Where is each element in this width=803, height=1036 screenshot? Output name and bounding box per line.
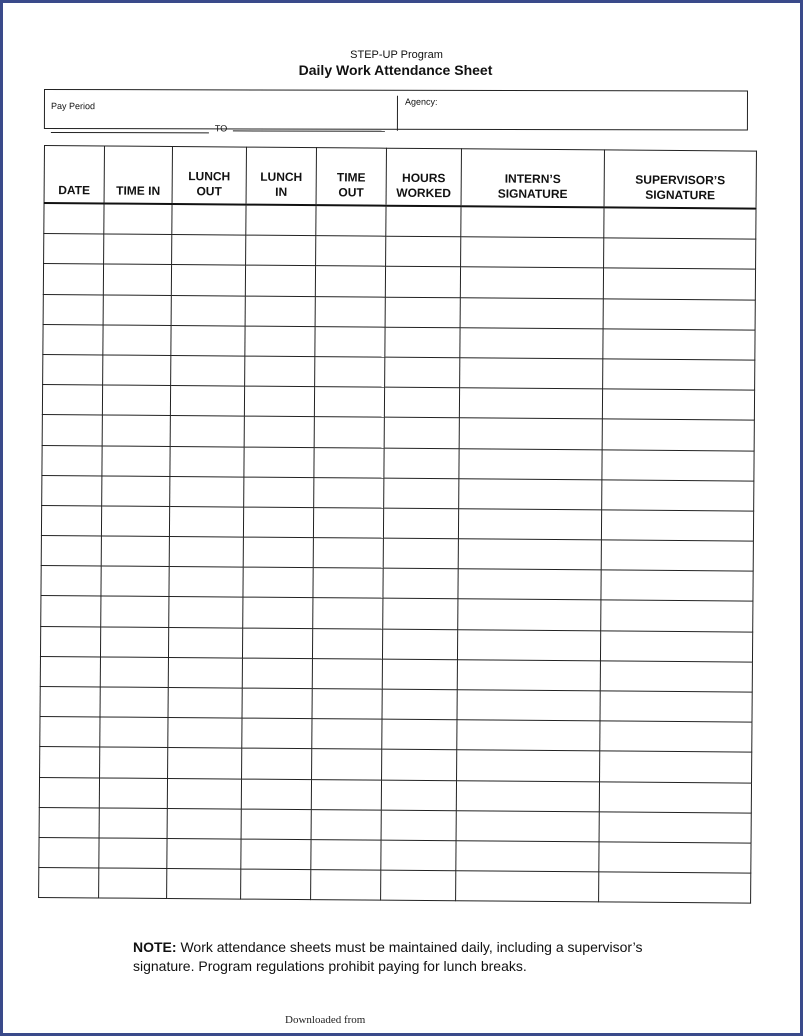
column-header: [604, 150, 756, 209]
column-header: [104, 146, 172, 204]
table-cell[interactable]: [39, 868, 99, 899]
table-cell[interactable]: [99, 838, 167, 869]
table-cell[interactable]: [101, 596, 169, 627]
table-cell[interactable]: [167, 808, 241, 839]
table-cell[interactable]: [103, 355, 171, 386]
table-cell[interactable]: [168, 627, 242, 658]
table-cell[interactable]: [456, 841, 599, 872]
table-cell[interactable]: [104, 234, 172, 265]
table-cell[interactable]: [167, 778, 241, 809]
column-header-line1: SUPERVISOR’S: [635, 172, 726, 188]
pay-period-label: Pay Period: [50, 101, 96, 112]
table-cell[interactable]: [168, 687, 242, 718]
table-cell[interactable]: [383, 568, 458, 599]
table-cell[interactable]: [458, 509, 601, 540]
column-header: [44, 146, 104, 204]
table-cell[interactable]: [246, 235, 316, 266]
table-cell[interactable]: [383, 599, 458, 630]
table-cell[interactable]: [40, 626, 100, 657]
table-cell[interactable]: [313, 568, 383, 599]
pay-period-end-field[interactable]: [233, 130, 385, 131]
table-cell[interactable]: [311, 779, 381, 810]
table-cell[interactable]: [385, 357, 460, 388]
table-cell[interactable]: [40, 747, 100, 778]
table-cell[interactable]: [169, 506, 243, 537]
table-cell[interactable]: [382, 750, 457, 781]
table-cell[interactable]: [386, 206, 461, 237]
table-cell[interactable]: [245, 296, 315, 327]
table-cell[interactable]: [383, 508, 458, 539]
table-row: [39, 868, 751, 904]
table-cell[interactable]: [99, 808, 167, 839]
table-cell[interactable]: [460, 358, 603, 389]
table-cell[interactable]: [457, 750, 600, 781]
table-cell[interactable]: [599, 872, 751, 903]
table-cell[interactable]: [40, 686, 100, 717]
column-header-line1: TIME: [336, 170, 366, 185]
table-cell[interactable]: [41, 505, 101, 536]
table-cell[interactable]: [245, 326, 315, 357]
table-cell[interactable]: [382, 689, 457, 720]
table-cell[interactable]: [100, 687, 168, 718]
table-cell[interactable]: [457, 720, 600, 751]
table-cell[interactable]: [311, 870, 381, 901]
table-cell[interactable]: [461, 237, 604, 268]
column-header-line2: OUT: [196, 184, 222, 199]
table-cell[interactable]: [43, 294, 103, 325]
table-cell[interactable]: [44, 203, 104, 234]
table-cell[interactable]: [382, 629, 457, 660]
table-cell[interactable]: [381, 780, 456, 811]
table-cell[interactable]: [244, 477, 314, 508]
table-cell[interactable]: [167, 838, 241, 869]
table-cell[interactable]: [315, 326, 385, 357]
table-cell[interactable]: [241, 809, 311, 840]
table-cell[interactable]: [43, 264, 103, 295]
column-header-line2: SIGNATURE: [497, 186, 568, 202]
table-cell[interactable]: [39, 777, 99, 808]
table-cell[interactable]: [383, 538, 458, 569]
table-cell[interactable]: [384, 387, 459, 418]
to-label: TO: [214, 123, 228, 134]
table-cell[interactable]: [314, 387, 384, 418]
table-cell[interactable]: [244, 386, 314, 417]
table-cell[interactable]: [102, 445, 170, 476]
table-cell[interactable]: [171, 355, 245, 386]
table-cell[interactable]: [313, 598, 383, 629]
table-cell[interactable]: [384, 417, 459, 448]
column-header-line1: LUNCH: [260, 169, 303, 185]
table-cell[interactable]: [599, 781, 751, 812]
table-cell[interactable]: [461, 206, 604, 238]
table-cell[interactable]: [459, 418, 602, 449]
table-header-row: [44, 146, 756, 209]
table-cell[interactable]: [600, 661, 752, 692]
table-cell[interactable]: [314, 417, 384, 448]
note-label: NOTE:: [133, 939, 177, 955]
table-cell[interactable]: [599, 812, 751, 843]
table-cell[interactable]: [601, 600, 753, 631]
table-cell[interactable]: [169, 567, 243, 598]
table-cell[interactable]: [242, 658, 312, 689]
table-cell[interactable]: [460, 328, 603, 359]
table-cell[interactable]: [103, 325, 171, 356]
table-cell[interactable]: [600, 721, 752, 752]
table-cell[interactable]: [315, 266, 385, 297]
table-cell[interactable]: [312, 749, 382, 780]
table-cell[interactable]: [603, 329, 755, 360]
table-cell[interactable]: [41, 566, 101, 597]
table-cell[interactable]: [601, 570, 753, 601]
column-header-line1: LUNCH: [188, 169, 231, 184]
table-cell[interactable]: [100, 627, 168, 658]
pay-period-start-field[interactable]: [51, 132, 209, 133]
table-cell[interactable]: [381, 840, 456, 871]
table-cell[interactable]: [171, 325, 245, 356]
table-cell[interactable]: [603, 298, 755, 329]
table-cell[interactable]: [313, 538, 383, 569]
table-cell[interactable]: [316, 205, 386, 236]
table-cell[interactable]: [44, 234, 104, 265]
table-cell[interactable]: [456, 811, 599, 842]
table-cell[interactable]: [314, 477, 384, 508]
table-cell[interactable]: [604, 238, 756, 269]
table-cell[interactable]: [315, 357, 385, 388]
page-title: Daily Work Attendance Sheet: [298, 62, 493, 78]
table-cell[interactable]: [311, 809, 381, 840]
table-cell[interactable]: [457, 690, 600, 721]
table-cell[interactable]: [242, 718, 312, 749]
table-cell[interactable]: [172, 235, 246, 266]
table-cell[interactable]: [169, 597, 243, 628]
table-cell[interactable]: [603, 359, 755, 390]
table-cell[interactable]: [242, 688, 312, 719]
table-cell[interactable]: [169, 537, 243, 568]
column-header-line1: HOURS: [402, 170, 446, 186]
table-cell[interactable]: [603, 268, 755, 299]
table-cell[interactable]: [102, 415, 170, 446]
column-header: [461, 149, 604, 208]
table-cell[interactable]: [170, 446, 244, 477]
table-cell[interactable]: [381, 810, 456, 841]
table-cell[interactable]: [602, 449, 754, 480]
pay-period-agency-box: [44, 89, 748, 134]
table-cell[interactable]: [101, 506, 169, 537]
table-cell[interactable]: [99, 778, 167, 809]
table-cell[interactable]: [42, 475, 102, 506]
table-cell[interactable]: [171, 265, 245, 296]
table-cell[interactable]: [168, 657, 242, 688]
table-cell[interactable]: [384, 448, 459, 479]
table-cell[interactable]: [245, 356, 315, 387]
column-header: [172, 147, 246, 205]
table-cell[interactable]: [243, 598, 313, 629]
agency-label: Agency:: [404, 96, 438, 107]
table-cell[interactable]: [43, 354, 103, 385]
table-cell[interactable]: [456, 780, 599, 811]
table-cell[interactable]: [171, 295, 245, 326]
table-cell[interactable]: [243, 507, 313, 538]
table-cell[interactable]: [457, 660, 600, 691]
table-cell[interactable]: [242, 628, 312, 659]
table-cell[interactable]: [459, 478, 602, 509]
table-cell[interactable]: [41, 596, 101, 627]
table-cell[interactable]: [602, 480, 754, 511]
table-cell[interactable]: [312, 658, 382, 689]
table-cell[interactable]: [381, 870, 456, 901]
table-cell[interactable]: [40, 717, 100, 748]
table-cell[interactable]: [312, 719, 382, 750]
table-cell[interactable]: [385, 297, 460, 328]
column-header-line2: IN: [275, 184, 288, 199]
table-cell[interactable]: [102, 476, 170, 507]
table-cell[interactable]: [600, 631, 752, 662]
table-cell[interactable]: [245, 265, 315, 296]
table-cell[interactable]: [458, 599, 601, 630]
table-cell[interactable]: [39, 807, 99, 838]
program-name: STEP-UP Program: [350, 49, 443, 61]
table-cell[interactable]: [101, 536, 169, 567]
table-cell[interactable]: [99, 868, 167, 899]
table-cell[interactable]: [386, 236, 461, 267]
table-cell[interactable]: [40, 656, 100, 687]
table-cell[interactable]: [312, 689, 382, 720]
column-header: [386, 148, 461, 206]
table-cell[interactable]: [315, 296, 385, 327]
table-cell[interactable]: [312, 628, 382, 659]
note-text: Work attendance sheets must be maintained daily, including a supervisor’s signature. Program regulations prohibit paying for lunch breaks.: [133, 939, 643, 974]
table-cell[interactable]: [244, 447, 314, 478]
table-cell[interactable]: [39, 837, 99, 868]
table-cell[interactable]: [313, 508, 383, 539]
table-cell[interactable]: [311, 840, 381, 871]
column-header: [246, 147, 316, 205]
table-cell[interactable]: [42, 415, 102, 446]
table-cell[interactable]: [385, 267, 460, 298]
table-cell[interactable]: [243, 537, 313, 568]
table-cell[interactable]: [456, 871, 599, 902]
table-cell[interactable]: [170, 416, 244, 447]
table-cell[interactable]: [600, 751, 752, 782]
table-cell[interactable]: [43, 324, 103, 355]
table-cell[interactable]: [246, 205, 316, 236]
table-cell[interactable]: [601, 510, 753, 541]
column-header-line1: INTERN’S: [504, 171, 561, 187]
table-cell[interactable]: [460, 297, 603, 328]
table-cell[interactable]: [42, 385, 102, 416]
attendance-table-container: [38, 145, 756, 904]
table-cell[interactable]: [100, 747, 168, 778]
info-divider: [397, 96, 398, 131]
note: [133, 938, 693, 976]
table-cell[interactable]: [382, 719, 457, 750]
table-cell[interactable]: [167, 869, 241, 900]
table-cell[interactable]: [601, 540, 753, 571]
table-cell[interactable]: [241, 839, 311, 870]
footer-text: Downloaded from: [285, 1014, 366, 1026]
table-cell[interactable]: [458, 539, 601, 570]
table-cell[interactable]: [602, 419, 754, 450]
table-cell[interactable]: [100, 657, 168, 688]
table-cell[interactable]: [604, 207, 756, 239]
column-header-line2: DATE: [58, 183, 91, 198]
table-cell[interactable]: [170, 476, 244, 507]
table-cell[interactable]: [241, 779, 311, 810]
table-cell[interactable]: [243, 567, 313, 598]
table-cell[interactable]: [382, 659, 457, 690]
table-cell[interactable]: [602, 389, 754, 420]
table-cell[interactable]: [104, 203, 172, 234]
table-cell[interactable]: [385, 327, 460, 358]
table-cell[interactable]: [314, 447, 384, 478]
table-cell[interactable]: [103, 264, 171, 295]
table-body: [39, 203, 756, 903]
table-cell[interactable]: [168, 748, 242, 779]
column-header: [316, 148, 386, 206]
table-cell[interactable]: [316, 236, 386, 267]
table-cell[interactable]: [101, 566, 169, 597]
table-cell[interactable]: [457, 629, 600, 660]
table-cell[interactable]: [42, 445, 102, 476]
table-cell[interactable]: [41, 536, 101, 567]
column-header-line2: WORKED: [396, 185, 452, 201]
table-cell[interactable]: [100, 717, 168, 748]
column-header-line2: SIGNATURE: [645, 187, 716, 203]
table-cell[interactable]: [241, 869, 311, 900]
table-cell[interactable]: [458, 569, 601, 600]
table-cell[interactable]: [172, 204, 246, 235]
table-cell[interactable]: [459, 448, 602, 479]
table-cell[interactable]: [170, 386, 244, 417]
table-cell[interactable]: [384, 478, 459, 509]
column-header-line2: OUT: [338, 185, 364, 200]
column-header-line2: TIME IN: [116, 183, 161, 198]
table-cell[interactable]: [459, 388, 602, 419]
table-cell[interactable]: [244, 416, 314, 447]
table-cell[interactable]: [168, 718, 242, 749]
table-cell[interactable]: [102, 385, 170, 416]
attendance-table: [38, 145, 757, 904]
table-cell[interactable]: [600, 691, 752, 722]
table-cell[interactable]: [242, 748, 312, 779]
table-cell[interactable]: [460, 267, 603, 298]
table-cell[interactable]: [599, 842, 751, 873]
table-cell[interactable]: [103, 295, 171, 326]
